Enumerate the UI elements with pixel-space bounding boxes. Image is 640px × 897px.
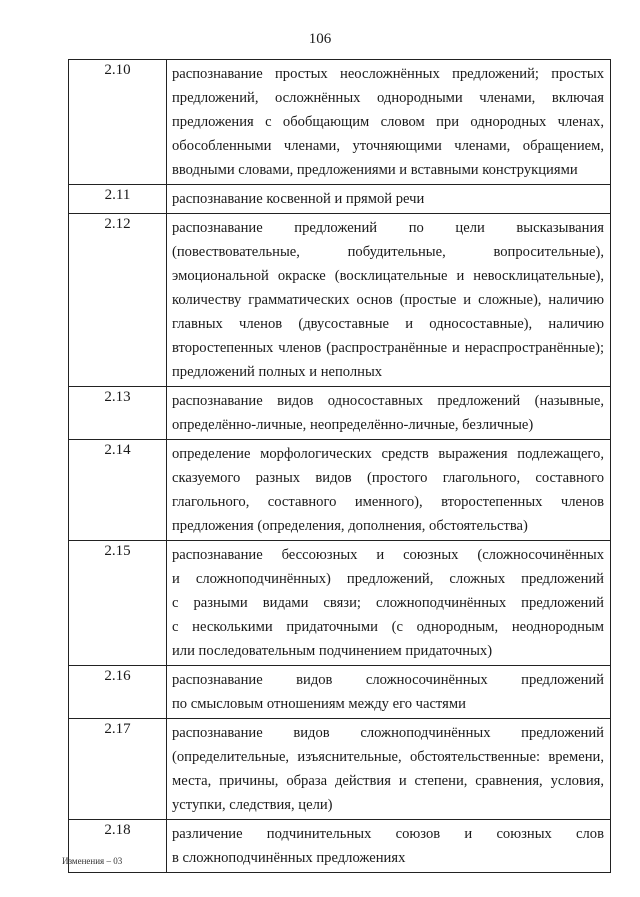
row-description [167,666,610,718]
description-line: главных членов (двусоставные и односоставные), наличию [172,316,604,332]
table-row [69,440,610,541]
table-row [69,214,610,387]
table-row [69,719,610,820]
row-description [167,820,610,872]
description-line: распознавание предложений по цели высказывания [172,220,604,236]
row-number: 2.13 [69,387,167,439]
row-description [167,185,610,213]
row-description [167,60,610,184]
description-line: сказуемого разных видов (простого глагольного, составного [172,470,604,486]
description-line: глагольного, составного именного), второстепенных членов [172,494,604,510]
description-line: распознавание простых неосложнённых предложений; простых [172,66,604,82]
description-line: (определительные, изъяснительные, обстоятельственные: времени, [172,749,604,765]
row-description [167,719,610,819]
table-row [69,820,610,873]
row-number: 2.12 [69,214,167,386]
description-line: вводными словами, предложениями и вставными конструкциями [172,162,578,178]
description-line: эмоциональной окраске (восклицательные и невосклицательные), [172,268,604,284]
description-line: в сложноподчинённых предложениях [172,850,406,866]
description-line: определение морфологических средств выражения подлежащего, [172,446,604,462]
row-number: 2.10 [69,60,167,184]
description-line: распознавание видов сложносочинённых предложений [172,672,604,688]
description-line: с разными видами связи; сложноподчинённых предложений [172,595,604,611]
row-number: 2.15 [69,541,167,665]
table-row [69,666,610,719]
description-line: или последовательным подчинением придаточных) [172,643,493,659]
page-number: 106 [308,31,332,47]
row-number: 2.14 [69,440,167,540]
description-line: места, причины, образа действия и степени, сравнения, условия, [172,773,604,789]
description-line: с несколькими придаточными (с однородным, неоднородным [172,619,604,635]
description-line: распознавание видов сложноподчинённых предложений [172,725,604,741]
table-row [69,60,610,185]
table-row [69,541,610,666]
description-line: второстепенных членов (распространённые и нераспространённые); [172,340,604,356]
row-description [167,214,610,386]
table-row [69,185,610,214]
description-line: определённо-личные, неопределённо-личные, безличные) [172,417,534,433]
description-line: предложения с обобщающим словом при однородных членах, [172,114,604,130]
row-number: 2.18 [69,820,167,872]
description-line: предложений, осложнённых однородными членами, включая [172,90,604,106]
row-description [167,440,610,540]
row-description [167,387,610,439]
description-line: распознавание бессоюзных и союзных (сложносочинённых [172,547,604,563]
description-line: обособленными членами, уточняющими членами, обращением, [172,138,604,154]
description-line: распознавание видов односоставных предложений (назывные, [172,393,604,409]
table-row [69,387,610,440]
description-line: количеству грамматических основ (простые и сложные), наличию [172,292,604,308]
description-line: (повествовательные, побудительные, вопросительные), [172,244,604,260]
row-number: 2.11 [69,185,167,213]
row-description [167,541,610,665]
row-number: 2.16 [69,666,167,718]
description-line: различение подчинительных союзов и союзных слов [172,826,604,842]
description-line: распознавание косвенной и прямой речи [172,191,425,207]
description-line: предложения (определения, дополнения, обстоятельства) [172,518,528,534]
description-line: по смысловым отношениям между его частями [172,696,466,712]
description-line: уступки, следствия, цели) [172,797,333,813]
requirements-table [68,59,611,873]
footer-revision: Изменения – 03 [62,856,123,866]
description-line: предложений полных и неполных [172,364,383,380]
description-line: и сложноподчинённых) предложений, сложных предложений [172,571,604,587]
row-number: 2.17 [69,719,167,819]
